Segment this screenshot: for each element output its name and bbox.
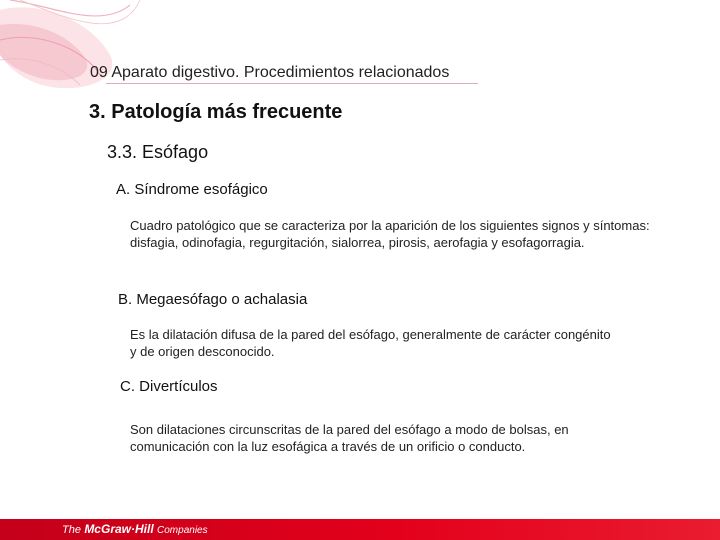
item-heading-megaesofago: B. Megaesófago o achalasia (118, 291, 308, 308)
logo-the: The (62, 524, 81, 536)
footer-bar (0, 519, 720, 540)
subsection-title: 3.3. Esófago (107, 142, 209, 162)
logo-brand: McGraw·Hill (84, 522, 154, 536)
item-body-sindrome: Cuadro patológico que se caracteriza por la aparición de los siguientes signos y síntomas: disfagia, odinofagia, regurgitación, sialorrea, pirosis, aerofagia y esofagorragia. (130, 218, 650, 250)
logo-companies: Companies (157, 525, 208, 536)
chapter-title: 09 Aparato digestivo. Procedimientos relacionados (90, 64, 450, 81)
publisher-logo (62, 522, 208, 536)
item-heading-sindrome: A. Síndrome esofágico (116, 181, 268, 198)
chapter-title-underline (106, 83, 478, 84)
item-body-diverticulos: Son dilataciones circunscritas de la pared del esófago a modo de bolsas, en comunicación con la luz esofágica a través de un orificio o conducto. (130, 422, 569, 454)
item-heading-diverticulos: C. Divertículos (120, 378, 218, 395)
section-title: 3. Patología más frecuente (89, 101, 343, 123)
item-body-megaesofago: Es la dilatación difusa de la pared del esófago, generalmente de carácter congénito y de origen desconocido. (130, 327, 611, 359)
